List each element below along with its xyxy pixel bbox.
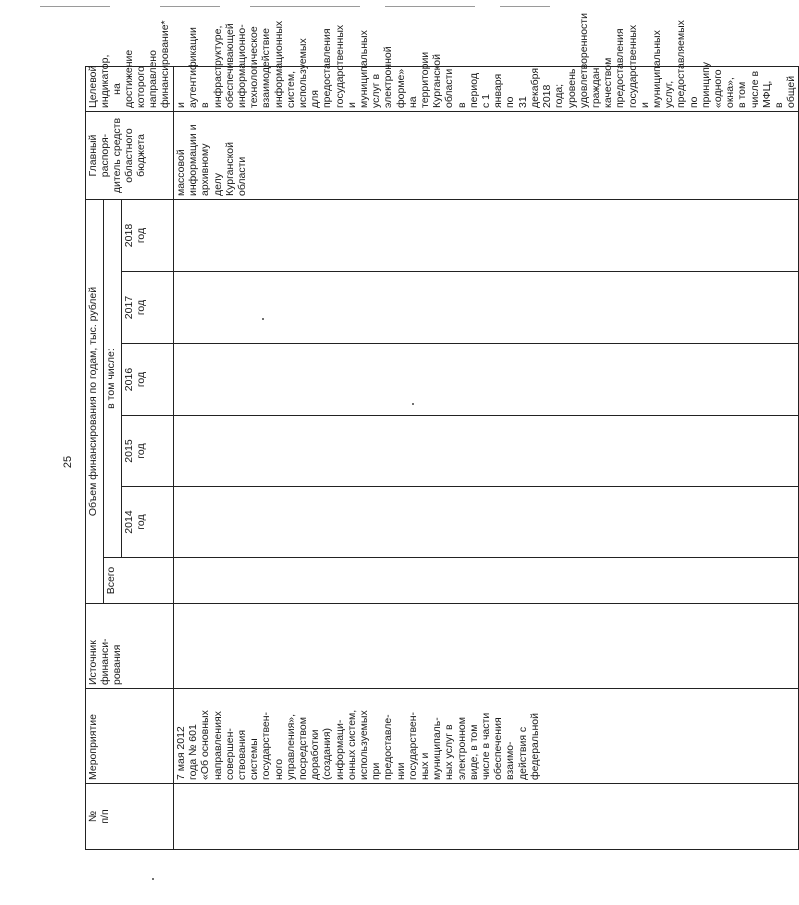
cell-source (174, 604, 799, 689)
cell-event: 7 мая 2012 года № 601 «Об основных направлениях совершен- ствования системы государствен- ного управления», посредством доработки (создания) информаци- онных систем, используемых при предоставле- нии государствен- ных и муниципаль- ных услуг в электронном виде, в том числе в части обеспечения взаимо- действия с федеральной (174, 689, 799, 784)
cell-2018 (174, 200, 799, 272)
scan-edge-line (40, 6, 110, 7)
header-num: № п/п (86, 784, 174, 850)
header-year-2014: 2014 год (122, 487, 174, 558)
cell-total (174, 558, 799, 604)
header-year-2016: 2016 год (122, 344, 174, 416)
header-event: Мероприятие (86, 689, 174, 784)
header-year-2015: 2015 год (122, 416, 174, 487)
cell-num (174, 784, 799, 850)
header-year-2017: 2017 год (122, 272, 174, 344)
page-number: 25 (62, 455, 74, 469)
scan-edge-line (250, 6, 360, 7)
header-target-indicator: Целевой индикатор, на достижение которого направлено финансирование* (86, 67, 174, 112)
scan-speck (152, 878, 154, 880)
cell-2017 (174, 272, 799, 344)
scan-edge-line (160, 6, 220, 7)
header-year-2018: 2018 год (122, 200, 174, 272)
header-including: в том числе: (104, 200, 122, 558)
funding-table (85, 13, 799, 850)
cell-target-indicator: и аутентификации в инфраструктуре, обеспечивающей информационно- технологическое взаимодействие информационных систем, используемых для предоставления государственных и муниципальных услуг в электронной форме» на территории Курганской области в период с 1 января по 31 декабря 2018 года; уровень удовлетворенности граждан качеством предоставления государственных и муниципальных услуг, предоставляемых по принципу «одного окна», в том числе в МФЦ, в общей (174, 67, 799, 112)
cell-2014 (174, 487, 799, 558)
header-total: Всего (104, 558, 174, 604)
cell-2016 (174, 344, 799, 416)
header-source: Источник финанси- рования (86, 604, 174, 689)
header-funding-volume: Объем финансирования по годам, тыс. рублей (86, 200, 104, 604)
header-chief-manager: Главный распоря- дитель средств областного бюджета (86, 112, 174, 200)
cell-2015 (174, 416, 799, 487)
rotated-table-wrapper (85, 13, 798, 850)
scan-edge-line (500, 6, 550, 7)
cell-chief-manager: массовой информации и архивному делу Курганской области (174, 112, 799, 200)
scan-edge-line (385, 6, 475, 7)
